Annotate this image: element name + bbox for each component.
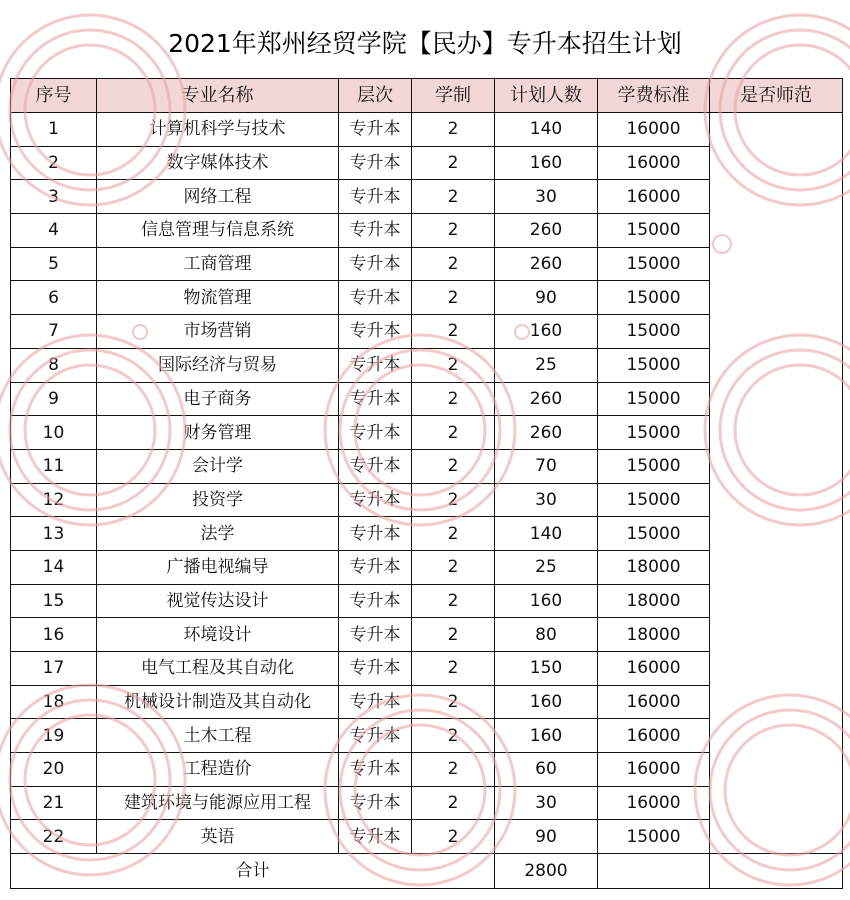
cell-major: 会计学 (97, 449, 339, 483)
cell-normal (710, 753, 843, 787)
cell-no: 20 (11, 753, 97, 787)
table-row (11, 348, 843, 382)
cell-fee: 16000 (598, 753, 710, 787)
cell-normal (710, 584, 843, 618)
cell-fee: 15000 (598, 416, 710, 450)
table-body (11, 113, 843, 854)
cell-fee: 18000 (598, 618, 710, 652)
cell-years: 2 (412, 146, 495, 180)
cell-major: 机械设计制造及其自动化 (97, 685, 339, 719)
cell-plan: 260 (495, 247, 598, 281)
cell-major: 国际经济与贸易 (97, 348, 339, 382)
cell-no: 7 (11, 315, 97, 349)
cell-no: 16 (11, 618, 97, 652)
cell-plan: 160 (495, 719, 598, 753)
cell-fee: 15000 (598, 281, 710, 315)
cell-level: 专升本 (339, 146, 412, 180)
cell-years: 2 (412, 753, 495, 787)
cell-major: 建筑环境与能源应用工程 (97, 786, 339, 820)
cell-years: 2 (412, 719, 495, 753)
cell-plan: 70 (495, 449, 598, 483)
cell-years: 2 (412, 180, 495, 214)
cell-years: 2 (412, 281, 495, 315)
table-row (11, 685, 843, 719)
col-header-normal: 是否师范 (710, 79, 843, 113)
cell-normal (710, 483, 843, 517)
cell-major: 环境设计 (97, 618, 339, 652)
cell-years: 2 (412, 214, 495, 248)
table-row (11, 584, 843, 618)
cell-normal (710, 685, 843, 719)
cell-normal (710, 719, 843, 753)
cell-major: 物流管理 (97, 281, 339, 315)
cell-years: 2 (412, 584, 495, 618)
cell-major: 工商管理 (97, 247, 339, 281)
cell-normal (710, 214, 843, 248)
cell-plan: 90 (495, 820, 598, 854)
total-row (11, 854, 843, 889)
cell-no: 13 (11, 517, 97, 551)
cell-fee: 15000 (598, 214, 710, 248)
table-row (11, 180, 843, 214)
cell-years: 2 (412, 382, 495, 416)
total-label: 合计 (11, 854, 495, 889)
cell-no: 21 (11, 786, 97, 820)
cell-major: 广播电视编导 (97, 550, 339, 584)
cell-level: 专升本 (339, 113, 412, 147)
cell-major: 信息管理与信息系统 (97, 214, 339, 248)
table-row (11, 786, 843, 820)
cell-level: 专升本 (339, 685, 412, 719)
cell-normal (710, 517, 843, 551)
cell-no: 5 (11, 247, 97, 281)
cell-plan: 260 (495, 416, 598, 450)
cell-level: 专升本 (339, 247, 412, 281)
cell-normal (710, 382, 843, 416)
cell-years: 2 (412, 483, 495, 517)
cell-no: 8 (11, 348, 97, 382)
cell-plan: 150 (495, 652, 598, 686)
cell-no: 15 (11, 584, 97, 618)
cell-plan: 80 (495, 618, 598, 652)
cell-fee: 16000 (598, 786, 710, 820)
cell-major: 投资学 (97, 483, 339, 517)
total-normal-empty (710, 854, 843, 889)
table-row (11, 113, 843, 147)
table-row (11, 449, 843, 483)
cell-major: 英语 (97, 820, 339, 854)
cell-fee: 15000 (598, 315, 710, 349)
cell-years: 2 (412, 618, 495, 652)
cell-no: 19 (11, 719, 97, 753)
cell-normal (710, 618, 843, 652)
cell-normal (710, 449, 843, 483)
col-header-major: 专业名称 (97, 79, 339, 113)
cell-plan: 25 (495, 550, 598, 584)
cell-no: 2 (11, 146, 97, 180)
cell-normal (710, 146, 843, 180)
cell-years: 2 (412, 315, 495, 349)
cell-no: 18 (11, 685, 97, 719)
cell-plan: 160 (495, 146, 598, 180)
cell-fee: 16000 (598, 652, 710, 686)
cell-major: 法学 (97, 517, 339, 551)
cell-no: 3 (11, 180, 97, 214)
page-title: 2021年郑州经贸学院【民办】专升本招生计划 (168, 29, 682, 58)
cell-fee: 16000 (598, 113, 710, 147)
col-header-years: 学制 (412, 79, 495, 113)
cell-fee: 16000 (598, 146, 710, 180)
cell-plan: 140 (495, 517, 598, 551)
cell-no: 22 (11, 820, 97, 854)
table-row (11, 382, 843, 416)
cell-fee: 15000 (598, 820, 710, 854)
cell-fee: 15000 (598, 517, 710, 551)
cell-years: 2 (412, 517, 495, 551)
cell-years: 2 (412, 247, 495, 281)
cell-level: 专升本 (339, 180, 412, 214)
cell-years: 2 (412, 449, 495, 483)
cell-level: 专升本 (339, 348, 412, 382)
cell-level: 专升本 (339, 652, 412, 686)
cell-plan: 25 (495, 348, 598, 382)
col-header-level: 层次 (339, 79, 412, 113)
table-row (11, 416, 843, 450)
cell-no: 12 (11, 483, 97, 517)
cell-normal (710, 113, 843, 147)
cell-level: 专升本 (339, 719, 412, 753)
table-header-row (11, 79, 843, 113)
cell-major: 计算机科学与技术 (97, 113, 339, 147)
table-row (11, 247, 843, 281)
table-row (11, 550, 843, 584)
cell-plan: 30 (495, 786, 598, 820)
cell-level: 专升本 (339, 281, 412, 315)
cell-major: 数字媒体技术 (97, 146, 339, 180)
cell-no: 4 (11, 214, 97, 248)
cell-fee: 15000 (598, 483, 710, 517)
col-header-fee: 学费标准 (598, 79, 710, 113)
cell-plan: 260 (495, 214, 598, 248)
enrollment-plan-table (10, 78, 843, 889)
cell-fee: 18000 (598, 584, 710, 618)
table-row (11, 146, 843, 180)
cell-plan: 90 (495, 281, 598, 315)
cell-level: 专升本 (339, 753, 412, 787)
cell-level: 专升本 (339, 618, 412, 652)
cell-plan: 140 (495, 113, 598, 147)
cell-level: 专升本 (339, 584, 412, 618)
cell-level: 专升本 (339, 315, 412, 349)
cell-level: 专升本 (339, 550, 412, 584)
cell-level: 专升本 (339, 382, 412, 416)
table-row (11, 820, 843, 854)
cell-normal (710, 348, 843, 382)
cell-years: 2 (412, 416, 495, 450)
cell-plan: 260 (495, 382, 598, 416)
cell-no: 14 (11, 550, 97, 584)
cell-level: 专升本 (339, 214, 412, 248)
table-row (11, 517, 843, 551)
cell-plan: 160 (495, 685, 598, 719)
cell-no: 17 (11, 652, 97, 686)
cell-normal (710, 180, 843, 214)
cell-no: 1 (11, 113, 97, 147)
cell-fee: 16000 (598, 685, 710, 719)
col-header-no: 序号 (11, 79, 97, 113)
cell-major: 视觉传达设计 (97, 584, 339, 618)
table-row (11, 315, 843, 349)
cell-normal (710, 247, 843, 281)
cell-plan: 30 (495, 483, 598, 517)
cell-fee: 16000 (598, 180, 710, 214)
cell-normal (710, 315, 843, 349)
cell-major: 市场营销 (97, 315, 339, 349)
cell-plan: 160 (495, 315, 598, 349)
cell-normal (710, 550, 843, 584)
cell-level: 专升本 (339, 483, 412, 517)
cell-no: 6 (11, 281, 97, 315)
cell-fee: 15000 (598, 247, 710, 281)
cell-major: 财务管理 (97, 416, 339, 450)
col-header-plan: 计划人数 (495, 79, 598, 113)
cell-no: 11 (11, 449, 97, 483)
cell-major: 电气工程及其自动化 (97, 652, 339, 686)
cell-major: 土木工程 (97, 719, 339, 753)
cell-fee: 15000 (598, 449, 710, 483)
table-row (11, 281, 843, 315)
table-row (11, 483, 843, 517)
cell-level: 专升本 (339, 416, 412, 450)
cell-years: 2 (412, 820, 495, 854)
cell-level: 专升本 (339, 449, 412, 483)
table-row (11, 214, 843, 248)
cell-level: 专升本 (339, 517, 412, 551)
cell-years: 2 (412, 550, 495, 584)
cell-years: 2 (412, 685, 495, 719)
cell-normal (710, 416, 843, 450)
table-row (11, 719, 843, 753)
cell-years: 2 (412, 348, 495, 382)
cell-plan: 60 (495, 753, 598, 787)
cell-major: 工程造价 (97, 753, 339, 787)
table-row (11, 753, 843, 787)
cell-fee: 15000 (598, 382, 710, 416)
total-fee-empty (598, 854, 710, 889)
cell-fee: 15000 (598, 348, 710, 382)
total-plan: 2800 (495, 854, 598, 889)
cell-no: 10 (11, 416, 97, 450)
cell-normal (710, 281, 843, 315)
cell-years: 2 (412, 786, 495, 820)
cell-plan: 160 (495, 584, 598, 618)
cell-years: 2 (412, 113, 495, 147)
table-row (11, 652, 843, 686)
table-row (11, 618, 843, 652)
cell-normal (710, 820, 843, 854)
cell-plan: 30 (495, 180, 598, 214)
cell-normal (710, 786, 843, 820)
cell-major: 网络工程 (97, 180, 339, 214)
cell-normal (710, 652, 843, 686)
cell-major: 电子商务 (97, 382, 339, 416)
cell-no: 9 (11, 382, 97, 416)
cell-fee: 16000 (598, 719, 710, 753)
cell-level: 专升本 (339, 786, 412, 820)
cell-level: 专升本 (339, 820, 412, 854)
cell-years: 2 (412, 652, 495, 686)
cell-fee: 18000 (598, 550, 710, 584)
